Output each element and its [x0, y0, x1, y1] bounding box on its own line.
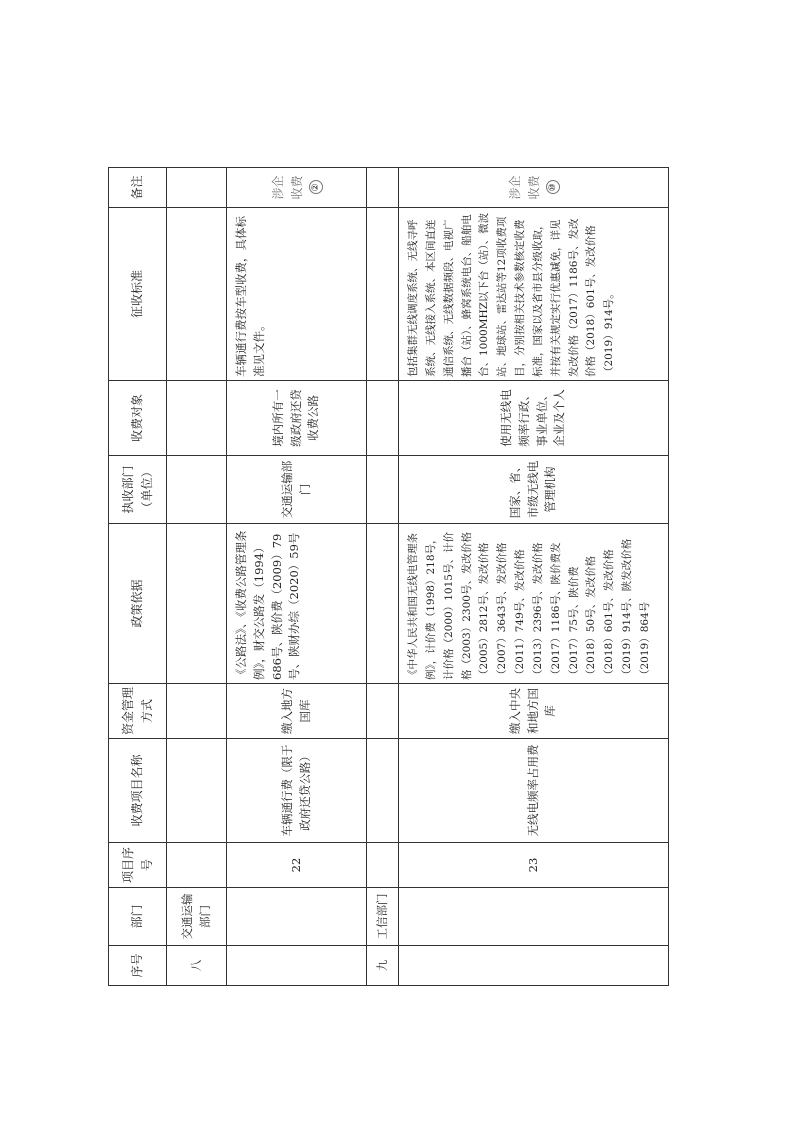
header-item-name: 收费项目名称 [109, 739, 167, 843]
cell-remark [227, 168, 367, 208]
cell-fund-mgmt: 缴入地方国库 [227, 684, 367, 739]
header-dept: 部门 [109, 888, 167, 946]
table-row [227, 168, 367, 986]
table-row [167, 168, 227, 986]
rotated-page [108, 168, 668, 986]
header-standard: 征收标准 [109, 208, 167, 381]
remark-text: 涉企收费 [507, 175, 541, 200]
header-item-no: 项目序号 [109, 843, 167, 888]
cell-item-no: 23 [399, 843, 669, 888]
fee-table [108, 167, 669, 986]
cell-standard: 车辆通行费按车型收费，具体标准见文件。 [227, 208, 367, 381]
table-row [367, 168, 399, 986]
cell-standard: 包括集群无线调度系统、无线寻呼系统、无线接入系统、本区间直连通信系统、无线数据频段、电视广播台（站）、蜂窝系统电台、船舶电台、1000MHZ以下台（站）、微波站、地球站、雷达站等12项收费项目，分别按相关技术参数核定收费标准，国家以及省市县分级收取，并按有关规定实行优惠减免，详见发改价格（2017）1186号、发改价格（2018）601号、发改价格（2019）914号。 [399, 208, 669, 381]
cell-dept: 工信部门 [367, 888, 399, 946]
header-exec-dept: 执收部门（单位） [109, 456, 167, 524]
cell-exec-dept: 国家、省、市级无线电管理机构 [399, 456, 669, 524]
table-row [399, 168, 669, 986]
remark-mark: ② [309, 181, 323, 195]
header-remark: 备注 [109, 168, 167, 208]
cell-item-name: 无线电频率占用费 [399, 739, 669, 843]
cell-exec-dept: 交通运输部门 [227, 456, 367, 524]
rotated-table-container [108, 168, 668, 986]
table-header-row [109, 168, 167, 986]
cell-remark [399, 168, 669, 208]
remark-text: 涉企收费 [270, 175, 304, 200]
cell-seq: 九 [367, 946, 399, 986]
cell-policy: 《公路法》、《收费公路管理条例》，财交公路发（1994）686号、陕价费（2009）79号、陕财办综（2020）59号 [227, 524, 367, 684]
cell-item-name: 车辆通行费（限于政府还贷公路） [227, 739, 367, 843]
cell-item-no: 22 [227, 843, 367, 888]
cell-fund-mgmt: 缴入中央和地方国库 [399, 684, 669, 739]
header-policy: 政策依据 [109, 524, 167, 684]
header-fund-mgmt: 资金管理方式 [109, 684, 167, 739]
remark-mark: ⑩ [546, 181, 560, 195]
cell-dept: 交通运输部门 [167, 888, 227, 946]
cell-policy: 《中华人民共和国无线电管理条例》，计价费（1998）218号，计价格（2000）1015号、计价格（2003）2300号、发改价格（2005）2812号、发改价格（2007）3643号、发改价格（2011）749号、发改价格（2013）2396号、发改价格（2017）1186号、陕价费发（2017）75号、陕价费（2018）50号、发改价格（2018）601号、发改价格（2019）914号、陕发改价格（2019）864号 [399, 524, 669, 684]
cell-payer: 境内所有一级政府还贷收费公路 [227, 381, 367, 456]
cell-payer: 使用无线电频率行政、事业单位、企业及个人 [399, 381, 669, 456]
header-seq: 序号 [109, 946, 167, 986]
cell-seq: 八 [167, 946, 227, 986]
header-payer: 收费对象 [109, 381, 167, 456]
